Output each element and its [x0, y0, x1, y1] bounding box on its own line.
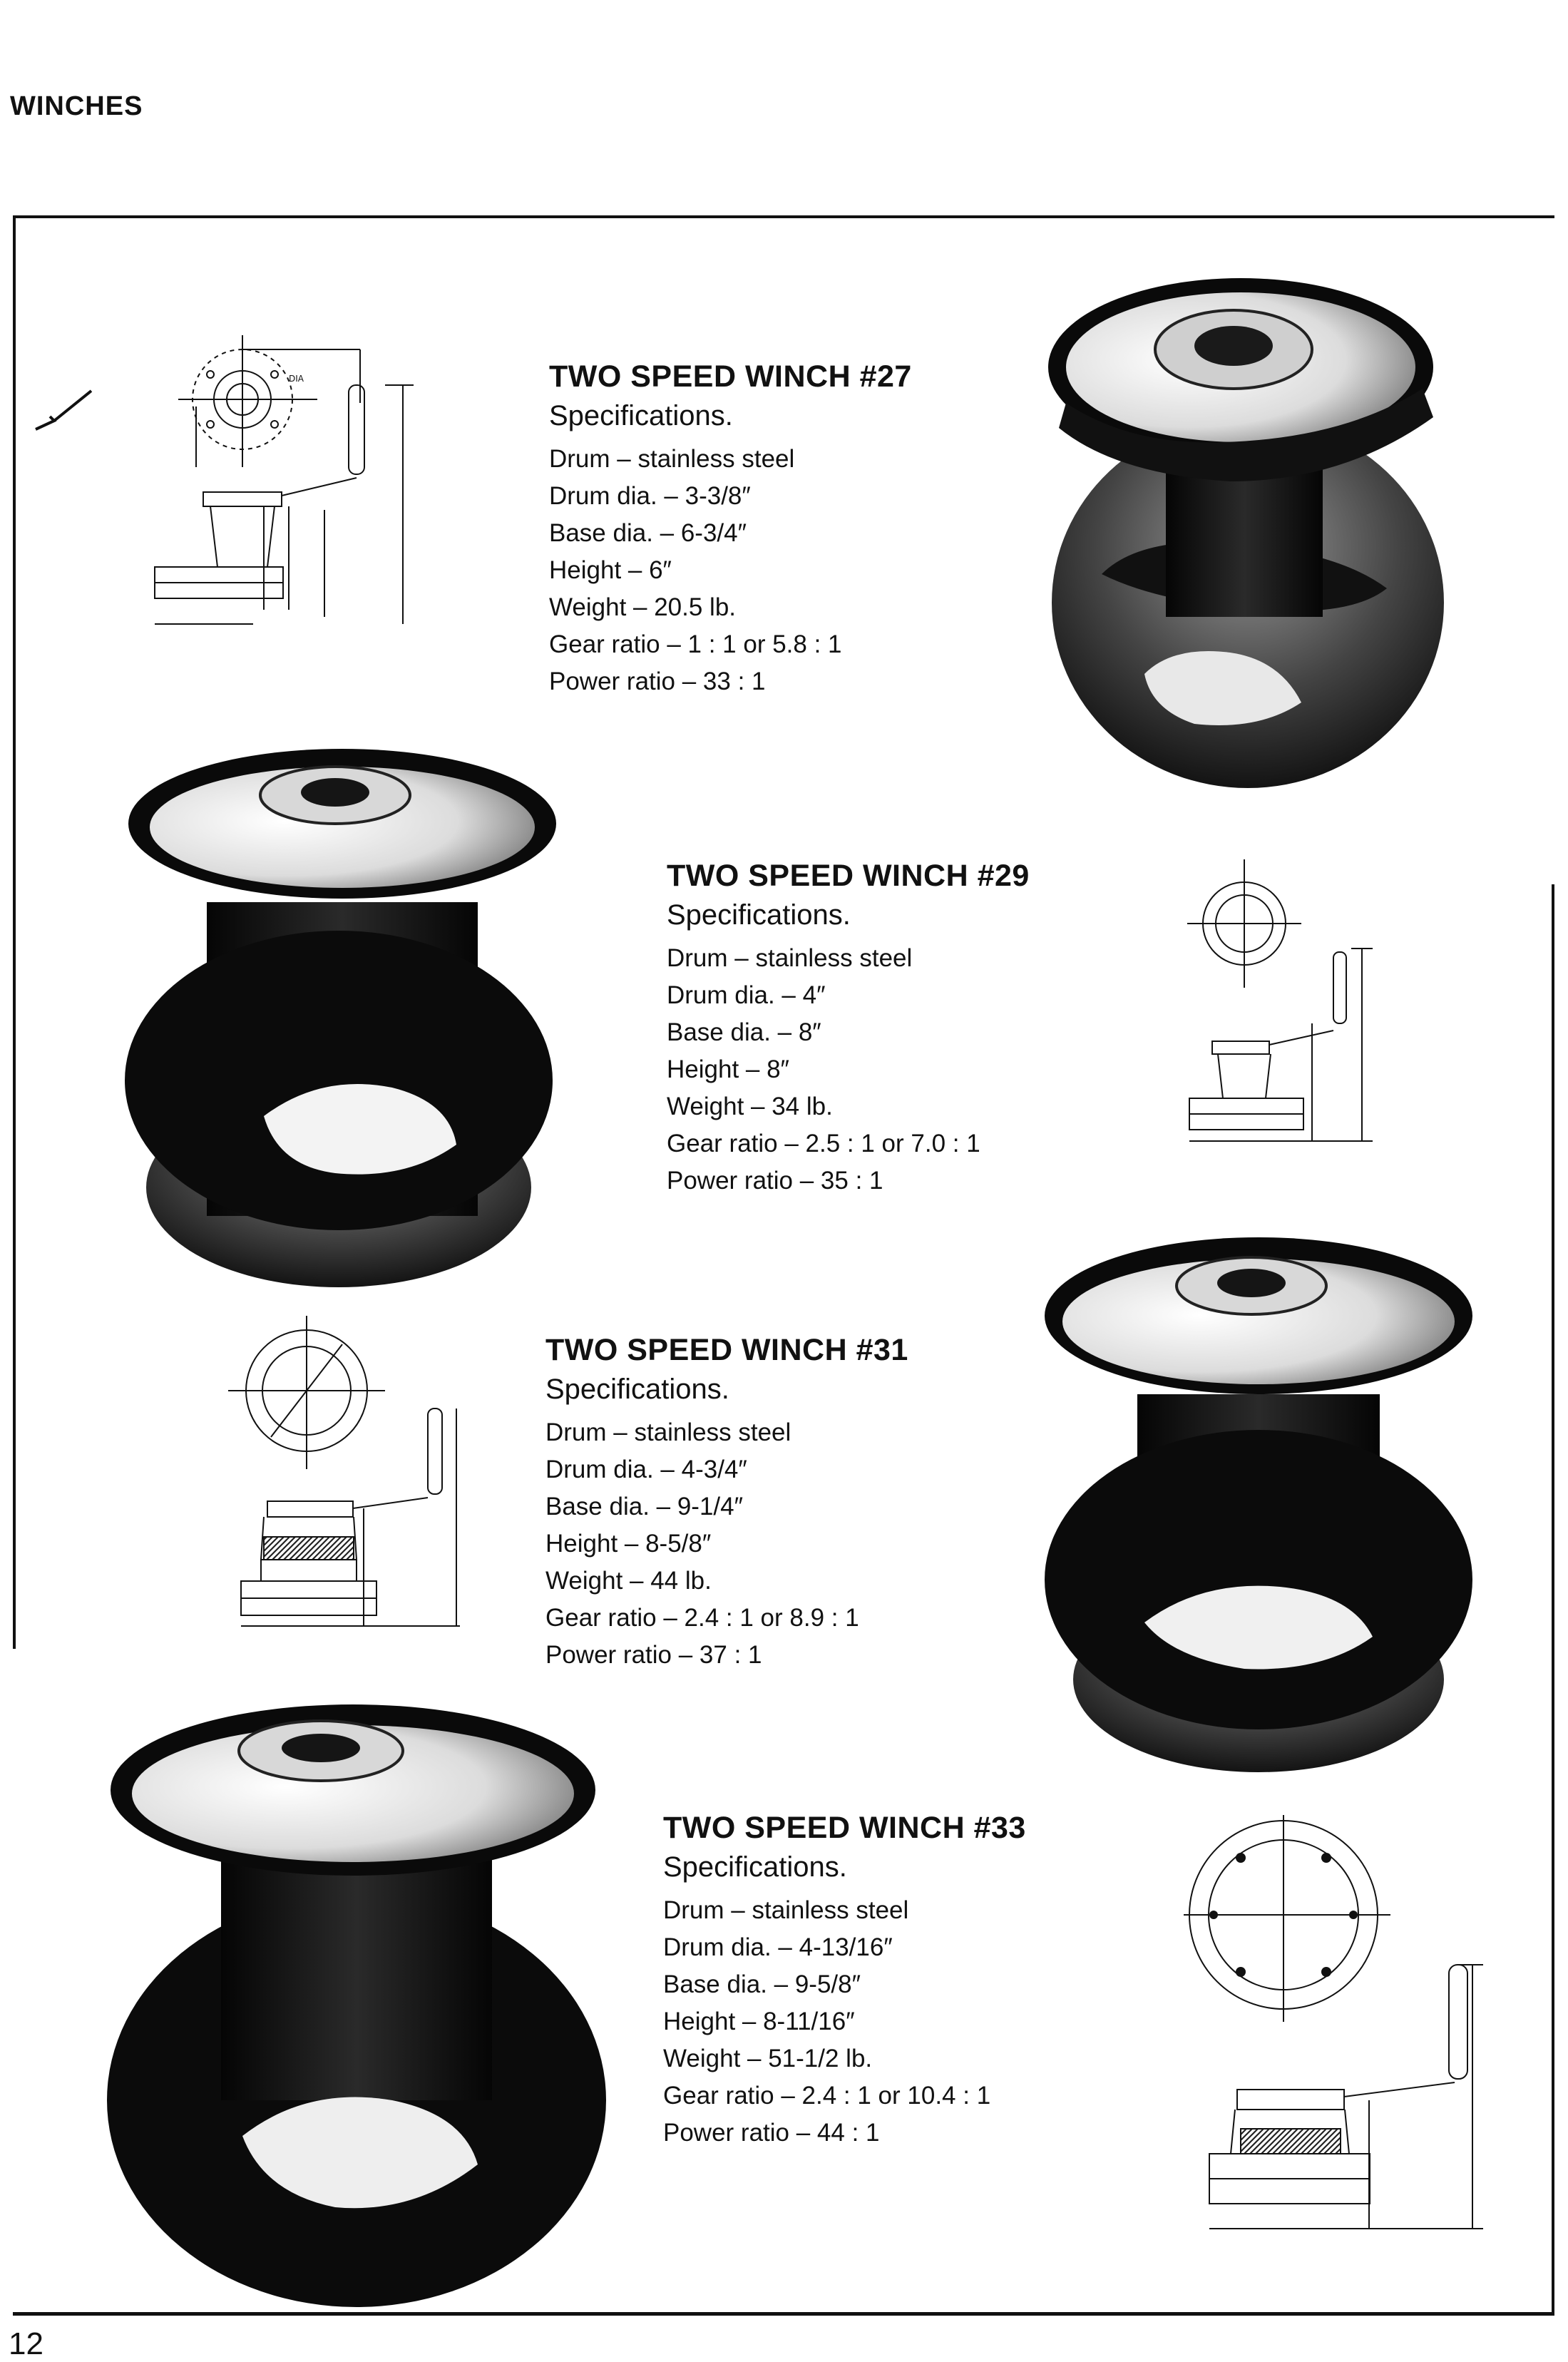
winch-29-photo: [121, 745, 563, 1294]
frame-left-rule: [13, 215, 16, 1649]
winch-31-subtitle: Specifications.: [545, 1374, 729, 1405]
winch-33-spec-list: [663, 1892, 1026, 2152]
winch-27-subtitle: Specifications.: [549, 400, 733, 431]
spec-line: Weight – 44 lb.: [545, 1567, 712, 1595]
svg-text:DIA: DIA: [289, 374, 304, 384]
spec-line: Drum – stainless steel: [667, 944, 913, 972]
spec-line: Drum dia. – 4″: [667, 981, 826, 1009]
spec-line: Weight – 20.5 lb.: [549, 593, 737, 621]
spec-line: Gear ratio – 1 : 1 or 5.8 : 1: [549, 630, 842, 658]
spec-line: Height – 6″: [549, 556, 672, 584]
winch-33-drawing: [1184, 1815, 1519, 2236]
spec-line: Power ratio – 35 : 1: [667, 1167, 883, 1195]
winch-29-drawing: [1177, 859, 1405, 1152]
spec-line: Weight – 51-1/2 lb.: [663, 2045, 873, 2072]
spec-line: Power ratio – 44 : 1: [663, 2119, 880, 2147]
winch-29-specs: [667, 856, 1030, 1200]
spec-line: Drum – stainless steel: [545, 1418, 791, 1446]
winch-27-title: TWO SPEED WINCH #27: [549, 359, 912, 394]
winch-27-specs: [549, 357, 912, 700]
spec-line: Power ratio – 33 : 1: [549, 668, 766, 695]
spec-line: Base dia. – 6-3/4″: [549, 519, 747, 547]
winch-31-title: TWO SPEED WINCH #31: [545, 1333, 908, 1367]
page-number: 12: [9, 2326, 43, 2361]
spec-line: Power ratio – 37 : 1: [545, 1641, 762, 1669]
frame-top-rule: [13, 215, 1554, 218]
winch-33-specs: [663, 1808, 1026, 2152]
winch-27-photo: [1045, 275, 1451, 795]
winch-33-subtitle: Specifications.: [663, 1851, 847, 1883]
spec-line: Height – 8″: [667, 1055, 789, 1083]
spec-line: Gear ratio – 2.4 : 1 or 10.4 : 1: [663, 2082, 991, 2110]
spec-line: Base dia. – 9-5/8″: [663, 1970, 861, 1998]
spec-line: Weight – 34 lb.: [667, 1093, 833, 1120]
spec-line: Base dia. – 8″: [667, 1018, 821, 1046]
winch-33-photo: [107, 1701, 606, 2307]
spec-line: Drum dia. – 4-13/16″: [663, 1933, 893, 1961]
spec-line: Height – 8-11/16″: [663, 2008, 855, 2035]
spec-line: Drum – stainless steel: [663, 1896, 909, 1924]
winch-33-title: TWO SPEED WINCH #33: [663, 1811, 1026, 1845]
winch-31-photo: [1037, 1237, 1480, 1779]
spec-line: Drum dia. – 4-3/4″: [545, 1456, 747, 1483]
winch-29-subtitle: Specifications.: [667, 899, 851, 931]
winch-29-title: TWO SPEED WINCH #29: [667, 859, 1030, 893]
spec-line: Gear ratio – 2.4 : 1 or 8.9 : 1: [545, 1604, 859, 1632]
spec-line: Gear ratio – 2.5 : 1 or 7.0 : 1: [667, 1130, 980, 1157]
pencil-check-mark-icon: [29, 385, 100, 442]
spec-line: Drum – stainless steel: [549, 445, 795, 473]
frame-bottom-rule: [13, 2312, 1554, 2316]
winch-31-specs: [545, 1330, 908, 1674]
section-header: WINCHES: [10, 91, 143, 121]
frame-right-rule: [1552, 884, 1554, 2314]
winch-27-spec-list: [549, 441, 912, 700]
winch-27-drawing: [139, 324, 424, 653]
spec-line: Height – 8-5/8″: [545, 1530, 712, 1558]
winch-31-drawing: [214, 1316, 471, 1633]
winch-29-spec-list: [667, 940, 1030, 1200]
spec-line: Drum dia. – 3-3/8″: [549, 482, 751, 510]
spec-line: Base dia. – 9-1/4″: [545, 1493, 744, 1520]
winch-31-spec-list: [545, 1414, 908, 1674]
